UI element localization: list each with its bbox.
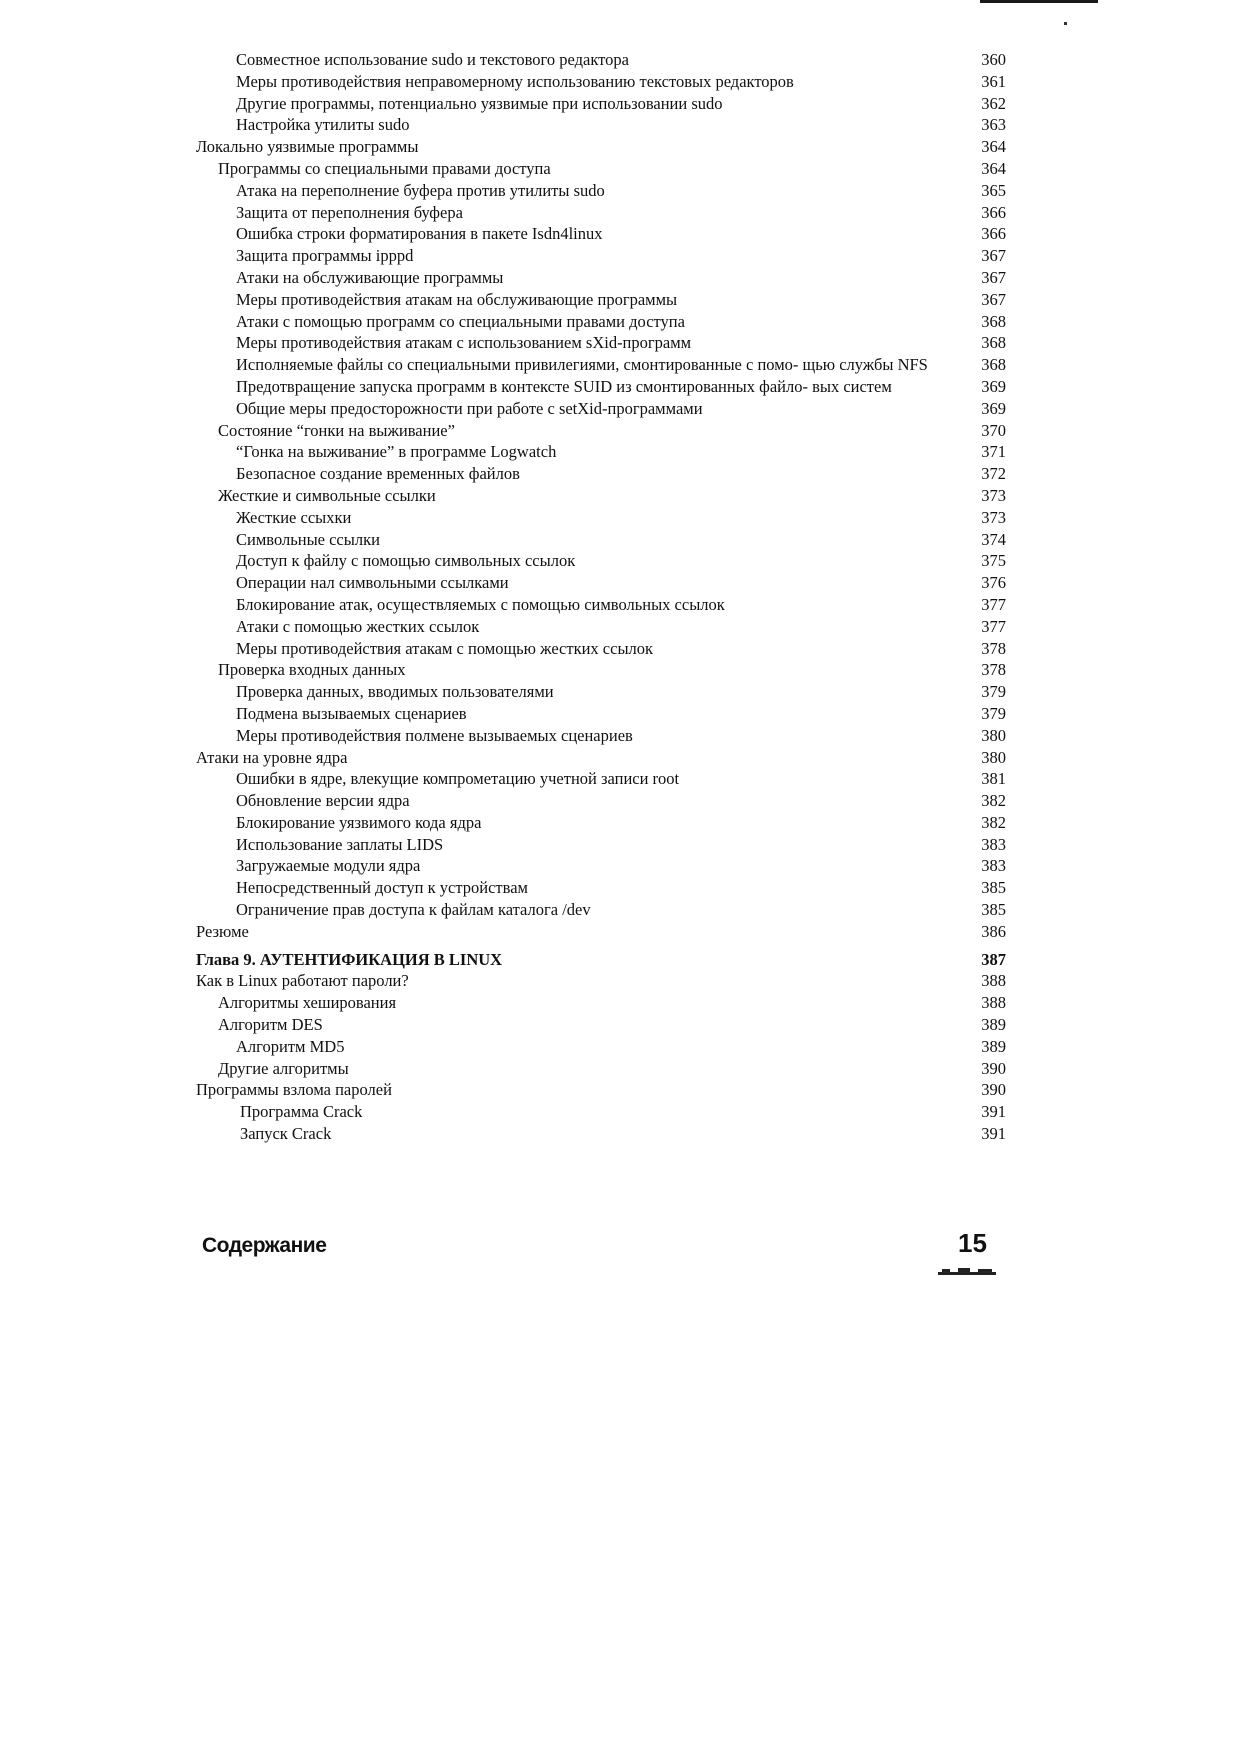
toc-entry (196, 812, 1006, 834)
toc-entry (196, 747, 1006, 769)
toc-entry-page: 382 (981, 812, 1006, 832)
toc-entry (196, 93, 1006, 115)
toc-entry (196, 463, 1006, 485)
toc-entry-title: Проверка данных, вводимых пользователями (236, 682, 554, 702)
toc-entry-title: Атаки на уровне ядра (196, 747, 348, 767)
toc-entry (196, 659, 1006, 681)
toc-entry-title: Атаки с помощью жестких ссылок (236, 616, 480, 636)
toc-entry-page: 375 (981, 551, 1006, 571)
top-rule (980, 0, 1098, 3)
toc-entry (196, 136, 1006, 158)
toc-entry (196, 507, 1006, 529)
toc-entry-page: 379 (981, 703, 1006, 723)
toc-entry-title: Блокирование уязвимого кода ядра (236, 812, 482, 832)
toc-entry (196, 681, 1006, 703)
toc-entry-page: 377 (981, 594, 1006, 614)
toc-entry-title: Запуск Crack (240, 1124, 332, 1144)
toc-entry-title: Жесткие и символьные ссылки (218, 485, 436, 505)
toc-entry-title: Ограничение прав доступа к файлам каталога /dev (236, 900, 591, 920)
toc-entry (196, 638, 1006, 660)
toc-entry-page: 389 (981, 1036, 1006, 1056)
toc-entry-page: 363 (981, 115, 1006, 135)
toc-entry-title: Совместное использование sudo и текстового редактора (236, 50, 629, 69)
toc-entry-page: 379 (981, 682, 1006, 702)
toc-entry (196, 376, 1006, 398)
toc-entry (196, 398, 1006, 420)
toc-entry-title: Атака на переполнение буфера против утилиты sudo (236, 180, 605, 200)
toc-entry-page: 389 (981, 1015, 1006, 1035)
toc-entry-page: 376 (981, 573, 1006, 593)
toc-entry-page: 390 (981, 1058, 1006, 1078)
toc-entry-title: Загружаемые модули ядра (236, 856, 421, 876)
toc-entry-title: Общие меры предосторожности при работе с setXid-программами (236, 398, 703, 418)
toc-entry-page: 385 (981, 900, 1006, 920)
toc-entry (196, 855, 1006, 877)
toc-entry (196, 616, 1006, 638)
toc-entry (196, 1058, 1006, 1080)
toc-entry (196, 158, 1006, 180)
toc-entry-title: Использование заплаты LIDS (236, 834, 444, 854)
toc-entry-title: Меры противодействия атакам с использованием sXid-программ (236, 333, 692, 353)
toc-entry-title: Как в Linux работают пароли? (196, 971, 409, 991)
toc-entry-title: Меры противодействия полмене вызываемых сценариев (236, 725, 633, 745)
toc-entry-page: 377 (981, 616, 1006, 636)
toc-entry (196, 703, 1006, 725)
toc-entry (196, 834, 1006, 856)
toc-entry-page: 373 (981, 507, 1006, 527)
toc-entry-title: Программы со специальными правами доступа (218, 158, 551, 178)
toc-entry-page: 367 (981, 246, 1006, 266)
toc-entry-page: 385 (981, 878, 1006, 898)
toc-entry-title: Состояние “гонки на выживание” (218, 420, 455, 440)
toc-entry-title: Операции нал символьными ссылками (236, 573, 509, 593)
toc-entry-page: 387 (981, 949, 1006, 969)
toc-entry (196, 877, 1006, 899)
toc-entry (196, 420, 1006, 442)
toc-entry-title: Непосредственный доступ к устройствам (236, 878, 528, 898)
toc-entry-page: 360 (981, 50, 1006, 69)
toc-entry-title: Другие алгоритмы (218, 1058, 349, 1078)
footer-page-number: 15 (958, 1228, 987, 1258)
toc-entry-page: 388 (981, 993, 1006, 1013)
table-of-contents (196, 49, 1006, 1145)
toc-chapter-heading (196, 949, 1006, 971)
toc-entry-title: Жесткие ссыхки (236, 507, 352, 527)
toc-entry-page: 367 (981, 289, 1006, 309)
toc-entry-title: “Гонка на выживание” в программе Logwatch (236, 442, 557, 462)
toc-entry-page: 361 (981, 71, 1006, 91)
toc-entry (196, 529, 1006, 551)
toc-entry (196, 223, 1006, 245)
toc-entry (196, 245, 1006, 267)
toc-entry (196, 725, 1006, 747)
toc-entry-page: 381 (981, 769, 1006, 789)
toc-entry (196, 992, 1006, 1014)
toc-entry (196, 71, 1006, 93)
toc-entry-title: Ошибка строки форматирования в пакете Isdn4linux (236, 224, 603, 244)
toc-entry-page: 390 (981, 1080, 1006, 1100)
toc-entry-page: 386 (981, 921, 1006, 941)
toc-entry-title: Программы взлома паролей (196, 1080, 392, 1100)
toc-entry-title: Защита от переполнения буфера (236, 202, 463, 222)
toc-entry (196, 970, 1006, 992)
toc-entry-page: 380 (981, 747, 1006, 767)
toc-entry (196, 790, 1006, 812)
toc-entry-title: Безопасное создание временных файлов (236, 464, 520, 484)
toc-entry-page: 378 (981, 660, 1006, 680)
toc-entry (196, 267, 1006, 289)
toc-entry-title: Алгоритм MD5 (236, 1036, 345, 1056)
toc-entry-title: Блокирование атак, осуществляемых с помощью символьных ссылок (236, 594, 725, 614)
toc-entry-title: Меры противодействия неправомерному использованию текстовых редакторов (236, 71, 794, 91)
toc-entry (196, 768, 1006, 790)
toc-entry-page: 367 (981, 267, 1006, 287)
toc-entry (196, 594, 1006, 616)
toc-entry-page: 368 (981, 311, 1006, 331)
toc-entry-page: 373 (981, 485, 1006, 505)
toc-entry-page: 374 (981, 529, 1006, 549)
toc-entry (196, 441, 1006, 463)
toc-entry-title: Ошибки в ядре, влекущие компрометацию учетной записи root (236, 769, 680, 789)
toc-entry-title: Настройка утилиты sudo (236, 115, 410, 135)
toc-entry (196, 180, 1006, 202)
toc-entry-title: Другие программы, потенциально уязвимые при использовании sudo (236, 93, 723, 113)
toc-entry (196, 1101, 1006, 1123)
toc-entry-page: 372 (981, 464, 1006, 484)
toc-entry-page: 368 (981, 355, 1006, 375)
toc-entry-title: Атаки на обслуживающие программы (236, 267, 504, 287)
toc-entry-title: Локально уязвимые программы (196, 137, 419, 157)
toc-entry (196, 49, 1006, 71)
toc-entry-title: Резюме (196, 921, 249, 941)
footer-section-title: Содержание (202, 1234, 327, 1257)
toc-entry (196, 311, 1006, 333)
toc-entry-title: Проверка входных данных (218, 660, 406, 680)
toc-entry (196, 332, 1006, 354)
toc-entry (196, 485, 1006, 507)
toc-entry-page: 391 (981, 1124, 1006, 1144)
toc-entry-title: Алгоритм DES (218, 1015, 323, 1035)
toc-entry-title: Предотвращение запуска программ в контексте SUID из смонтированных файло- вых систем (236, 376, 892, 396)
toc-entry-page: 370 (981, 420, 1006, 440)
toc-entry-title: Доступ к файлу с помощью символьных ссылок (236, 551, 576, 571)
toc-entry-page: 364 (981, 158, 1006, 178)
toc-entry (196, 1036, 1006, 1058)
toc-entry-title: Меры противодействия атакам на обслуживающие программы (236, 289, 678, 309)
toc-entry (196, 114, 1006, 136)
toc-entry-page: 371 (981, 442, 1006, 462)
footer-ornament (938, 1268, 996, 1275)
toc-entry-title: Исполняемые файлы со специальными привилегиями, смонтированные с помо- щью службы NFS (236, 355, 928, 375)
toc-entry-page: 369 (981, 376, 1006, 396)
toc-entry-title: Меры противодействия атакам с помощью жестких ссылок (236, 638, 654, 658)
toc-entry-page: 382 (981, 791, 1006, 811)
toc-entry-page: 362 (981, 93, 1006, 113)
toc-entry-page: 383 (981, 834, 1006, 854)
toc-entry-page: 368 (981, 333, 1006, 353)
toc-entry (196, 1014, 1006, 1036)
toc-entry-page: 383 (981, 856, 1006, 876)
toc-entry-title: Алгоритмы хеширования (218, 993, 397, 1013)
toc-entry-title: Символьные ссылки (236, 529, 380, 549)
toc-entry-page: 378 (981, 638, 1006, 658)
toc-entry-title: Обновление версии ядра (236, 791, 410, 811)
toc-entry-title: Атаки с помощью программ со специальными правами доступа (236, 311, 685, 331)
toc-entry-title: Программа Crack (240, 1102, 363, 1122)
toc-entry (196, 572, 1006, 594)
toc-entry (196, 1123, 1006, 1145)
toc-entry (196, 550, 1006, 572)
toc-entry-page: 366 (981, 202, 1006, 222)
scan-speck (1064, 22, 1067, 25)
toc-entry-title: Защита программы ipppd (236, 246, 414, 266)
toc-entry-page: 369 (981, 398, 1006, 418)
toc-entry (196, 1079, 1006, 1101)
toc-entry (196, 354, 1006, 376)
toc-entry-title: Подмена вызываемых сценариев (236, 703, 467, 723)
toc-entry-title: Глава 9. АУТЕНТИФИКАЦИЯ В LINUX (196, 949, 503, 969)
toc-entry-page: 366 (981, 224, 1006, 244)
toc-entry-page: 364 (981, 137, 1006, 157)
toc-entry-page: 365 (981, 180, 1006, 200)
toc-entry (196, 202, 1006, 224)
toc-entry (196, 921, 1006, 943)
toc-entry-page: 391 (981, 1102, 1006, 1122)
toc-entry (196, 899, 1006, 921)
toc-entry (196, 289, 1006, 311)
toc-entry-page: 388 (981, 971, 1006, 991)
toc-entry-page: 380 (981, 725, 1006, 745)
